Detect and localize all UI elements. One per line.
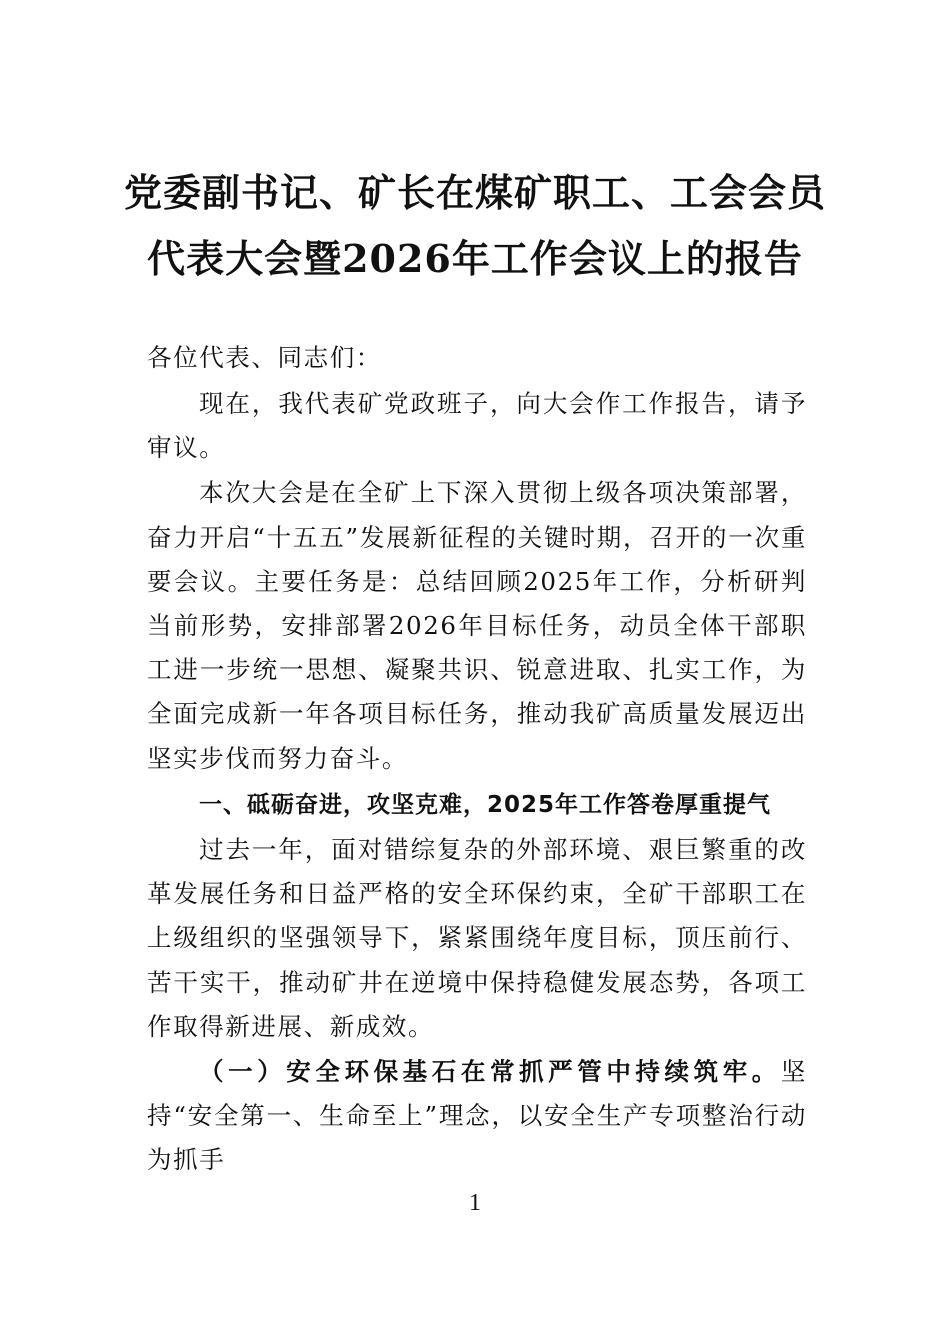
subsection-heading-1: （一）安全环保基石在常抓严管中持续筑牢。	[199, 1057, 781, 1087]
paragraph-opening: 现在，我代表矿党政班子，向大会作工作报告，请予审议。	[147, 389, 807, 463]
paragraph-subsection-1	[147, 1050, 807, 1183]
paragraph-section-1: 过去一年，面对错综复杂的外部环境、艰巨繁重的改革发展任务和日益严格的安全环保约束，全矿干部职工在上级组织的坚强领导下，紧紧围绕年度目标，顶压前行、苦干实干，推动矿井在逆境中保持稳健发展态势，各项工作取得新进展、新成效。	[147, 835, 807, 1041]
paragraph-meeting-purpose: 本次大会是在全矿上下深入贯彻上级各项决策部署，奋力开启“十五五”发展新征程的关键时期，召开的一次重要会议。主要任务是：总结回顾2025年工作，分析研判当前形势，安排部署2026年目标任务，动员全体干部职工进一步统一思想、凝聚共识、锐意进取、扎实工作，为全面完成新一年各项目标任务，推动我矿高质量发展迈出坚实步伐而努力奋斗。	[147, 478, 807, 773]
page-number: 1	[469, 1190, 481, 1216]
body-text	[147, 382, 807, 1183]
subsection-1-text: 坚持“安全第一、生命至上”理念，以安全生产专项整治行动为抓手	[147, 1057, 807, 1175]
section-heading-1: 一、砥砺奋进，攻坚克难，2025年工作答卷厚重提气	[199, 791, 772, 818]
report-title-line-1: 党委副书记、矿长在煤矿职工、工会会员	[123, 170, 826, 215]
report-title-line-2: 代表大会暨2026年工作会议上的报告	[147, 236, 803, 281]
salutation: 各位代表、同志们：	[147, 343, 382, 372]
